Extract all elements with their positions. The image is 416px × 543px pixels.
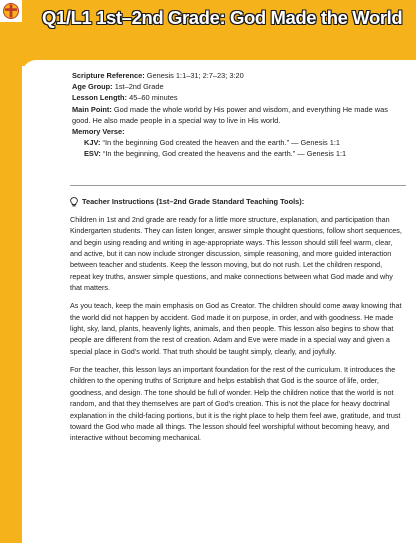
main-point-row [72, 104, 402, 126]
left-accent-bar [0, 0, 22, 543]
kjv-row [72, 137, 402, 148]
lesson-info [72, 70, 402, 160]
page-title: Q1/L1 1st–2nd Grade: God Made the World [42, 7, 403, 28]
instructions-paragraph-3: For the teacher, this lesson lays an important foundation for the rest of the curriculum. It introduces the children to the opening truths of Scripture and helps establish that God is the source of life, order, goodness, and design. The tone should be full of wonder. Help the children notice that the world is not random, and that they themselves are part of God’s creation. This is not the place for heavy doctrinal explanation in the child-facing portions, but it is the right place to help them feel awe, gratitude, and trust toward the God who made all things. The lesson should feel worshipful without becoming heavy, and interactive without becoming mechanical. [70, 365, 401, 443]
scripture-row [72, 70, 402, 81]
age-row [72, 81, 402, 92]
esv-label: ESV: [84, 149, 101, 159]
section-divider [70, 185, 406, 186]
instructions-heading-text: Teacher Instructions (1st–2nd Grade Standard Teaching Tools): [82, 197, 305, 206]
length-label: Lesson Length: [72, 93, 128, 103]
kjv-label: KJV: [84, 138, 101, 148]
instructions-heading [70, 196, 400, 207]
esv-row [72, 148, 402, 159]
kjv-value: “In the beginning God created the heaven and the earth.” — Genesis 1:1 [102, 138, 340, 148]
age-label: Age Group: [72, 82, 113, 92]
cross-sun-emblem-icon [2, 2, 20, 20]
length-value: 45–60 minutes [129, 93, 178, 103]
lightbulb-icon [70, 197, 78, 207]
scripture-value: Genesis 1:1–31; 2:7–23; 3:20 [146, 71, 244, 80]
length-row [72, 92, 402, 103]
logo [0, 0, 22, 22]
memory-verse-row [72, 126, 402, 137]
scripture-label: Scripture Reference: [72, 71, 145, 80]
instructions-paragraph-2: As you teach, keep the main emphasis on God as Creator. The children should come away knowing that the world did not happen by accident. God made it on purpose, in order, and with goodness. He made light, sky, land, plants, heavenly lights, animals, and then people. This lesson also begins to show that people are different from the rest of creation. Adam and Eve were made in a special way and given a special place in God’s world. That truth should be taught simply, clearly, and joyfully. [70, 301, 402, 356]
esv-value: “In the beginning, God created the heavens and the earth.” — Genesis 1:1 [102, 149, 347, 159]
main-point-value: God made the whole world by His power and wisdom, and everything He made was good. He also made people in a special way to live in His world. [72, 104, 388, 125]
main-point-label: Main Point: [72, 104, 112, 114]
memory-verse-label: Memory Verse: [72, 127, 125, 137]
instructions-paragraph-1: Children in 1st and 2nd grade are ready for a little more structure, explanation, and participation than Kindergarten students. They can listen longer, answer simple thought questions, follow short sequences, and begin using reading and writing in age-appropriate ways. This lesson should still feel warm, clear, and active, but it can now include stronger discussion, simple reasoning, and more guided interaction between teacher and students. Keep the lesson moving, but do not rush. Let the children respond, repeat key truths, answer simple questions, and make connections between what God made and why that matters. [70, 215, 402, 293]
age-value: 1st–2nd Grade [114, 82, 164, 92]
instructions-body [70, 214, 404, 451]
